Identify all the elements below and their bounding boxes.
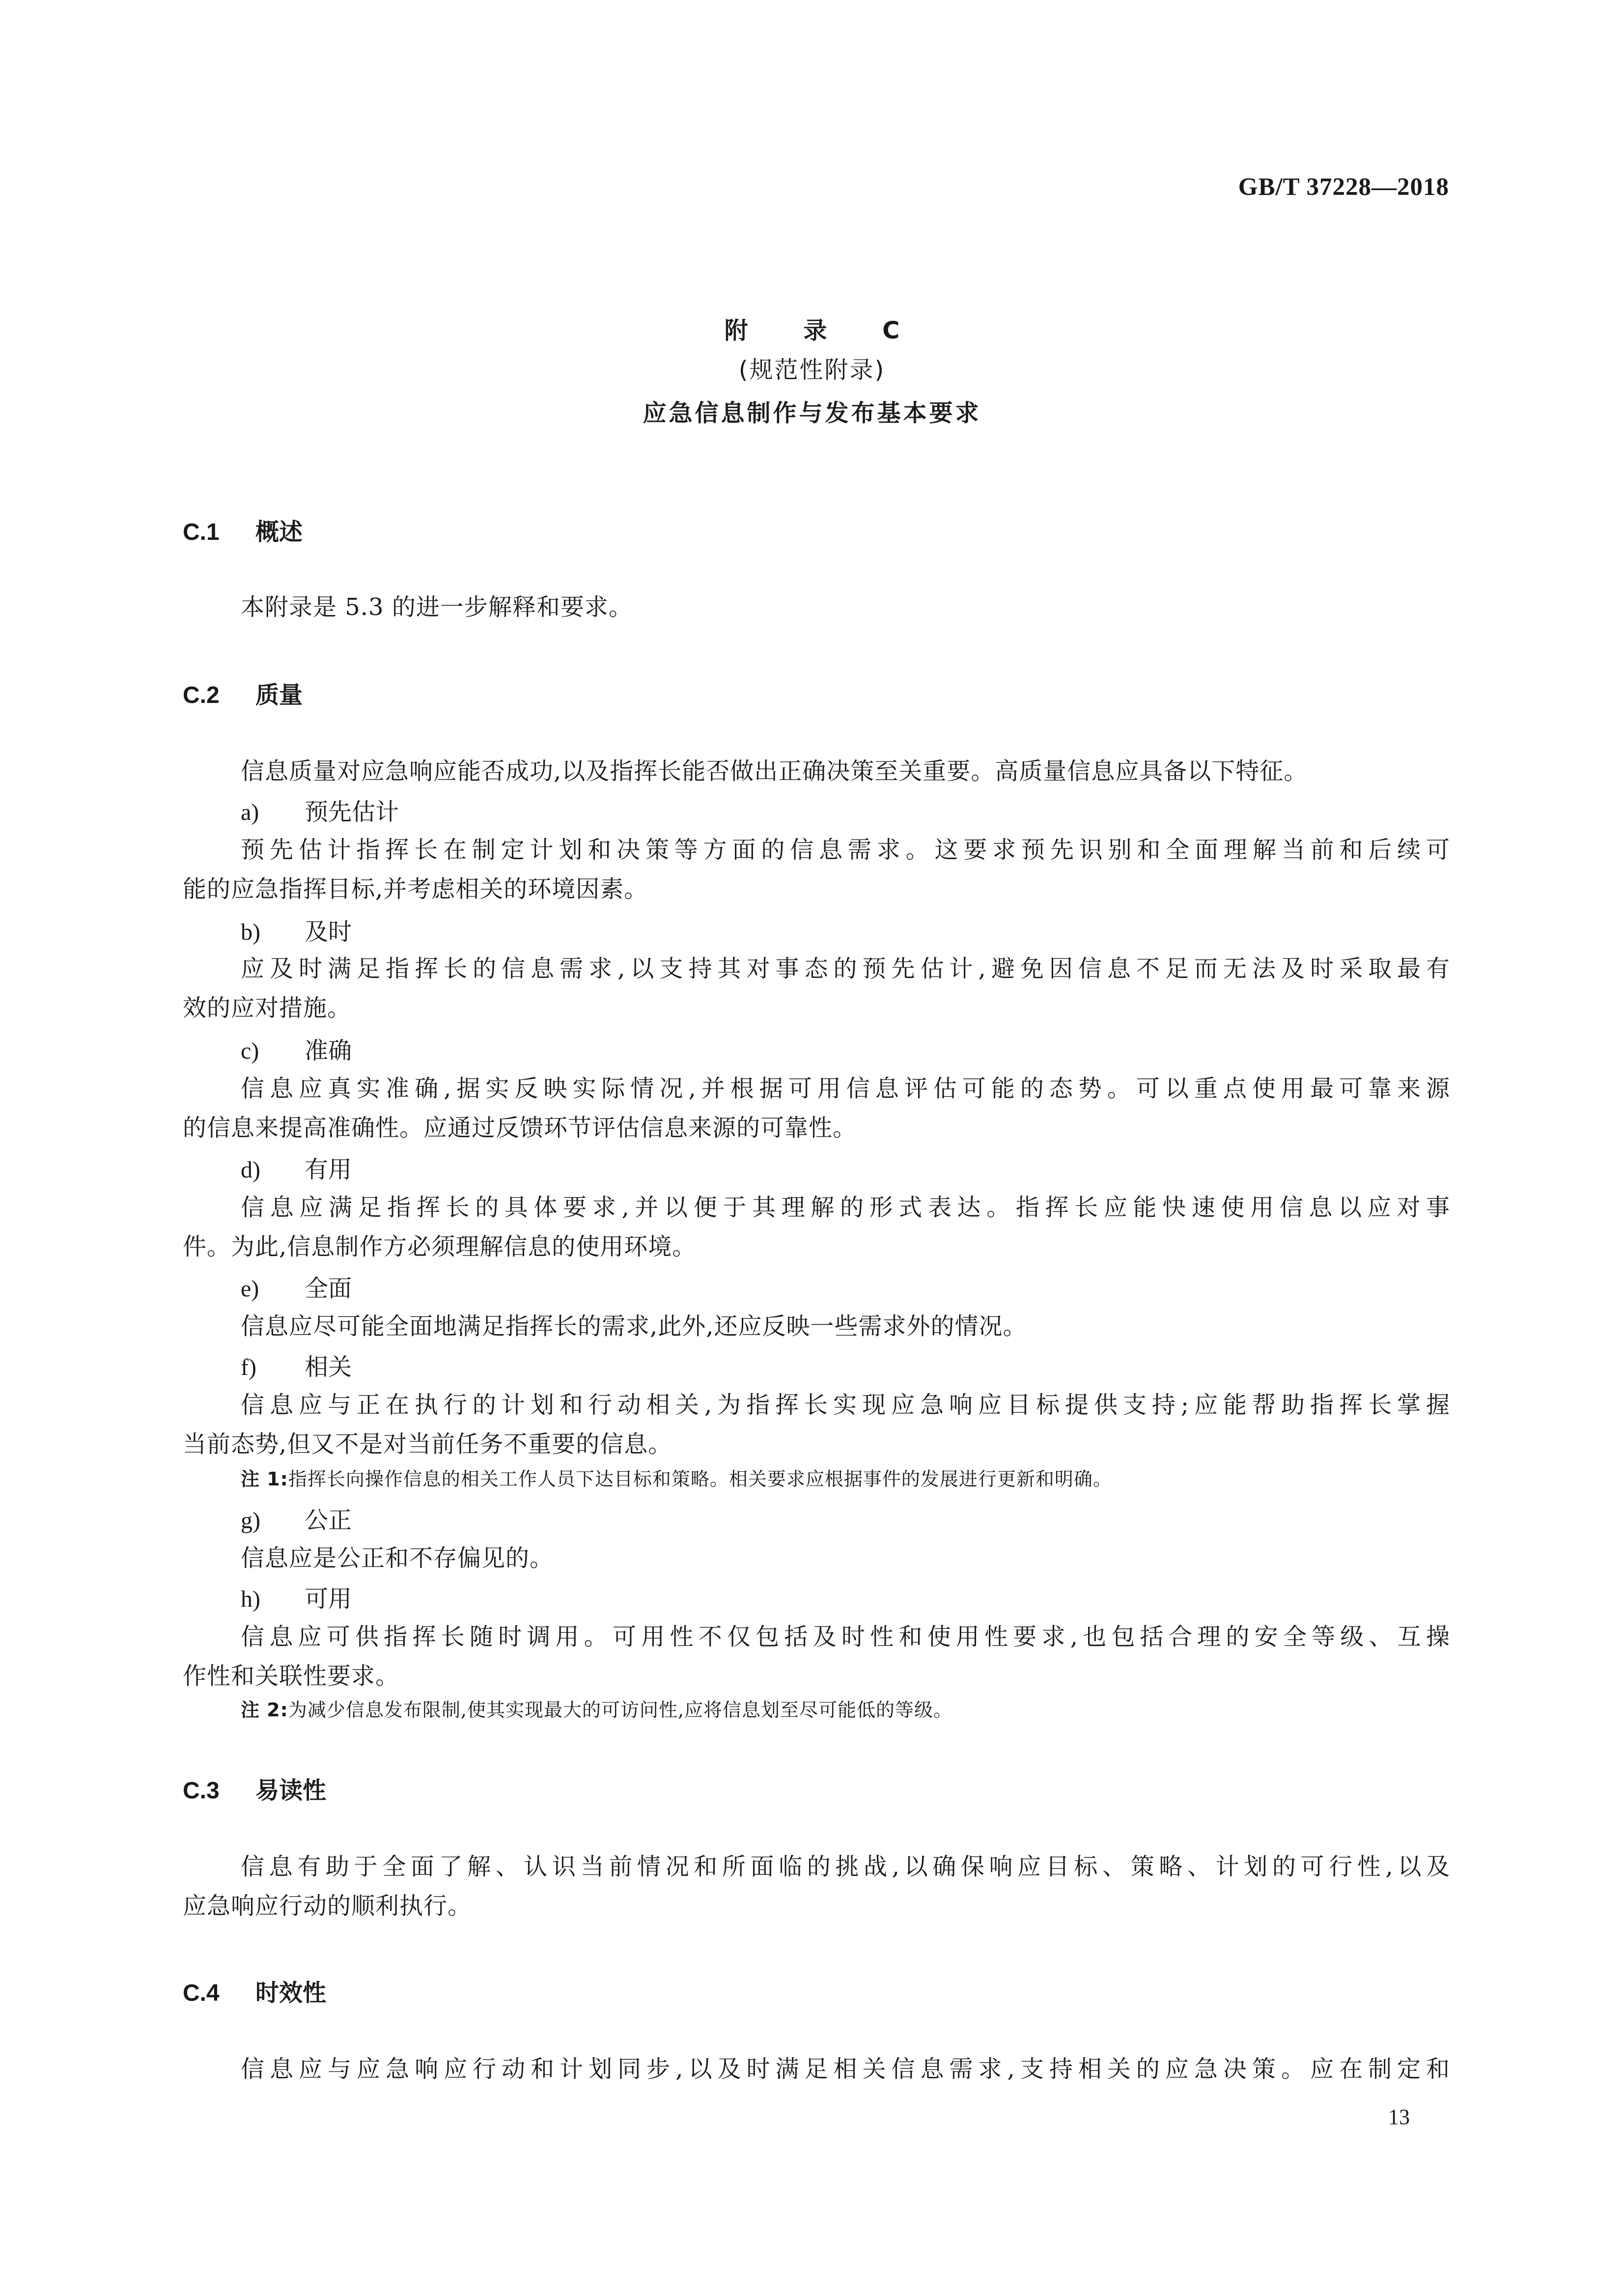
section-number: C.2 [183,682,220,708]
paragraph-line: 的信息来提高准确性。应通过反馈环节评估信息来源的可靠性。 [183,1114,857,1142]
paragraph-line: 应及时满足指挥长的信息需求,以支持其对事态的预先估计,避免因信息不足而无法及时采取最有 [241,955,1450,982]
item-label: 相关 [305,1353,352,1381]
list-item-b [241,913,352,947]
appendix-heading: 应急信息制作与发布基本要求 [643,399,981,427]
item-letter: d) [241,1157,260,1183]
item-b-paragraph [183,949,1450,1028]
item-letter: b) [241,919,260,945]
item-label: 有用 [305,1156,352,1183]
item-a-paragraph [183,830,1450,909]
item-d-paragraph [183,1188,1450,1266]
note-text: 指挥长向操作信息的相关工作人员下达目标和策略。相关要求应根据事件的发展进行更新和明确。 [288,1468,1112,1490]
paragraph-line: 信息应可供指挥长随时调用。可用性不仅包括及时性和使用性要求,也包括合理的安全等级、互操 [241,1623,1450,1651]
item-f-paragraph [183,1385,1450,1464]
paragraph-line: 效的应对措施。 [183,994,352,1022]
paragraph-line: 预先估计指挥长在制定计划和决策等方面的信息需求。这要求预先识别和全面理解当前和后续可 [241,836,1450,864]
c4-paragraph [183,2049,1450,2089]
paragraph-line: 信息应满足指挥长的具体要求,并以便于其理解的形式表达。指挥长应能快速使用信息以应对事 [241,1194,1450,1221]
paragraph-line: 本附录是 5.3 的进一步解释和要求。 [241,593,633,621]
paragraph-line: 信息质量对应急响应能否成功,以及指挥长能否做出正确决策至关重要。高质量信息应具备以下特征。 [241,757,1308,785]
section-number: C.3 [183,1778,220,1804]
item-letter: e) [241,1276,259,1302]
item-label: 公正 [305,1507,352,1534]
list-item-h [241,1580,352,1614]
paragraph-line: 信息应尽可能全面地满足指挥长的需求,此外,还应反映一些需求外的情况。 [241,1313,1027,1340]
item-label: 预先估计 [305,798,399,826]
section-number: C.4 [183,1980,220,2006]
section-title: 易读性 [255,1777,327,1804]
list-item-a [241,793,399,827]
section-title: 时效性 [255,1979,327,2007]
c2-intro-paragraph [183,752,1450,791]
paragraph-line: 应急响应行动的顺利执行。 [183,1892,472,1920]
paragraph-line: 当前态势,但又不是对当前任务不重要的信息。 [183,1430,672,1458]
page-number: 13 [1388,2105,1410,2129]
list-item-f [241,1348,352,1382]
c3-paragraph [183,1847,1450,1926]
item-c-paragraph [183,1069,1450,1148]
note-1 [241,1464,1112,1491]
item-label: 可用 [305,1585,352,1613]
appendix-subtitle: (规范性附录) [738,356,886,384]
list-item-d [241,1150,352,1184]
section-number: C.1 [183,519,220,545]
section-heading-c4 [183,1974,326,2008]
item-letter: g) [241,1508,260,1534]
paragraph-line: 作性和关联性要求。 [183,1662,400,1690]
paragraph-line: 件。为此,信息制作方必须理解信息的使用环境。 [183,1233,697,1260]
item-letter: f) [241,1354,256,1380]
item-label: 全面 [305,1275,352,1302]
paragraph-line: 信息应与应急响应行动和计划同步,以及时满足相关信息需求,支持相关的应急决策。应在制定和 [241,2055,1450,2083]
item-label: 及时 [305,918,352,946]
item-e-paragraph [183,1307,1450,1346]
item-letter: c) [241,1038,259,1064]
item-label: 准确 [305,1037,352,1064]
list-item-g [241,1501,352,1535]
item-h-paragraph [183,1617,1450,1696]
note-tag: 注 1: [241,1468,288,1490]
paragraph-line: 信息有助于全面了解、认识当前情况和所面临的挑战,以确保响应目标、策略、计划的可行性,以及 [241,1853,1450,1880]
note-text: 为减少信息发布限制,使其实现最大的可访问性,应将信息划至尽可能低的等级。 [288,1699,953,1721]
section-heading-c2 [183,676,303,710]
section-heading-c3 [183,1771,326,1805]
paragraph-line: 信息应真实准确,据实反映实际情况,并根据可用信息评估可能的态势。可以重点使用最可靠来源 [241,1075,1450,1102]
paragraph-line: 信息应是公正和不存偏见的。 [241,1544,554,1572]
list-item-e [241,1269,352,1303]
standard-code: GB/T 37228—2018 [1238,173,1449,201]
section-title: 概述 [255,518,303,546]
paragraph-line: 信息应与正在执行的计划和行动相关,为指挥长实现应急响应目标提供支持;应能帮助指挥长掌握 [241,1391,1450,1419]
section-heading-c1 [183,513,303,547]
list-item-c [241,1032,352,1065]
section-title: 质量 [255,681,303,709]
note-2 [241,1695,952,1722]
item-g-paragraph [183,1539,1450,1578]
paragraph-line: 能的应急指挥目标,并考虑相关的环境因素。 [183,875,648,903]
item-letter: h) [241,1586,260,1612]
note-tag: 注 2: [241,1699,288,1721]
appendix-title: 附 录 C [724,317,924,344]
item-letter: a) [241,799,259,825]
c1-paragraph [183,588,1450,627]
